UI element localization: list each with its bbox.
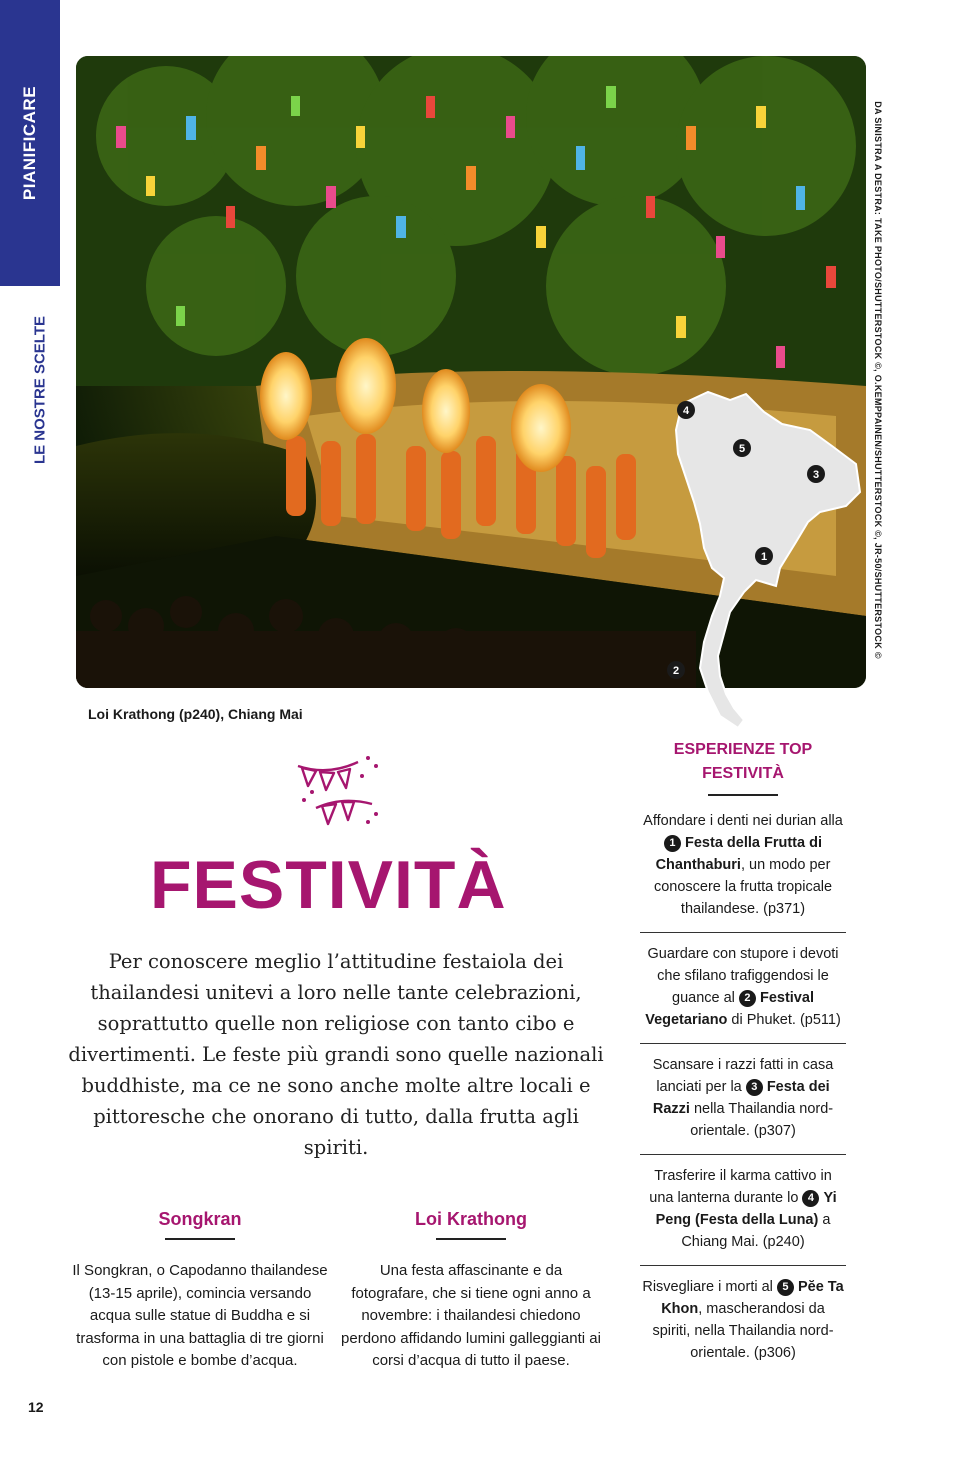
sidebar-rule (708, 794, 778, 796)
section-heading: Loi Krathong (415, 1209, 527, 1229)
item-highlight: Festa dei Razzi (652, 1079, 830, 1117)
divider (640, 1265, 846, 1266)
map-marker-label: 4 (682, 405, 690, 417)
section-subtitle: LE NOSTRE SCELTE (31, 315, 49, 465)
item-text: , mascherandosi da spiriti, nella Thailandia nord-orientale. (p306) (652, 1301, 834, 1361)
divider (640, 932, 846, 933)
section-heading: Songkran (158, 1209, 242, 1229)
heading-rule (165, 1238, 235, 1240)
experience-item (640, 1276, 846, 1370)
map-marker-label: 5 (738, 443, 746, 455)
item-highlight: Festival Vegetariano (645, 990, 814, 1028)
divider (640, 1043, 846, 1044)
intro-paragraph: Per conoscere meglio l’attitudine festaiola dei thailandesi unitevi a loro nelle tante celebrazioni, soprattutto quelle non religiose con tanto cibo e divertimenti. Le feste più grandi sono quelle nazionali buddhiste, ma ce ne sono anche molte altre locali e pittoresche che onorano di tutto, dalla frutta agli spiriti. (68, 950, 604, 1159)
number-badge: 2 (739, 990, 756, 1007)
item-highlight: Pĕe Ta Khon (661, 1279, 844, 1317)
map-marker-label: 2 (672, 665, 680, 677)
festive-bunting-icon (292, 752, 384, 834)
experience-item (640, 810, 846, 926)
songkran-section (70, 1209, 330, 1373)
section-tab (0, 0, 60, 286)
section-text: Una festa affascinante e da fotografare, che si tiene ogni anno a novembre: i thailandesi chiedono perdono affidando lumini galleggianti ai corsi d’acqua di tutto il paese. (341, 1262, 601, 1369)
map-marker-label: 3 (812, 469, 820, 481)
number-badge: 3 (746, 1079, 763, 1096)
heading-rule (436, 1238, 506, 1240)
experience-item (640, 943, 846, 1037)
item-text: Guardare con stupore i devoti che sfilano trafiggendosi le guance al (647, 946, 839, 1006)
sidebar-subtitle: FESTIVITÀ (702, 765, 784, 782)
number-badge: 4 (802, 1190, 819, 1207)
section-text: Il Songkran, o Capodanno thailandese (13-15 aprile), comincia versando acqua sulle statue di Buddha e si trasforma in una battaglia di tre giorni con pistole e bombe d’acqua. (72, 1262, 328, 1369)
item-highlight: Festa della Frutta di Chanthaburi (655, 835, 822, 873)
loi-krathong-section (341, 1209, 601, 1373)
page-title: FESTIVITÀ (150, 847, 507, 923)
photo-credit: DA SINISTRA A DESTRA: TAKE PHOTO/SHUTTERSTOCK ©, O.KEMPPAINEN/SHUTTERSTOCK ©, JR-50/SHUTTERSTOCK © (873, 101, 883, 659)
item-text: di Phuket. (p511) (727, 1012, 841, 1028)
number-badge: 1 (664, 835, 681, 852)
item-text: Scansare i razzi fatti in casa lanciati per la (652, 1057, 834, 1095)
divider (640, 1154, 846, 1155)
item-text: Affondare i denti nei durian alla (643, 813, 843, 829)
item-text: Trasferire il karma cattivo in una lanterna durante lo (649, 1168, 832, 1206)
top-experiences-sidebar (640, 738, 846, 1370)
item-text: nella Thailandia nord-orientale. (p307) (689, 1101, 834, 1139)
map-marker-label: 1 (760, 551, 768, 563)
item-text: a Chiang Mai. (p240) (681, 1212, 831, 1250)
item-text: Risvegliare i morti al (642, 1279, 773, 1295)
experience-item (640, 1165, 846, 1259)
photo-caption: Loi Krathong (p240), Chiang Mai (88, 706, 303, 722)
item-text: , un modo per conoscere la frutta tropicale thailandese. (p371) (653, 857, 833, 917)
thailand-map (660, 372, 870, 732)
item-highlight: Yi Peng (Festa della Luna) (655, 1190, 837, 1228)
sidebar-title: ESPERIENZE TOP (673, 741, 813, 758)
section-tab-label: PIANIFICARE (20, 85, 39, 201)
number-badge: 5 (777, 1279, 794, 1296)
experience-item (640, 1054, 846, 1148)
page-number: 12 (28, 1399, 44, 1415)
